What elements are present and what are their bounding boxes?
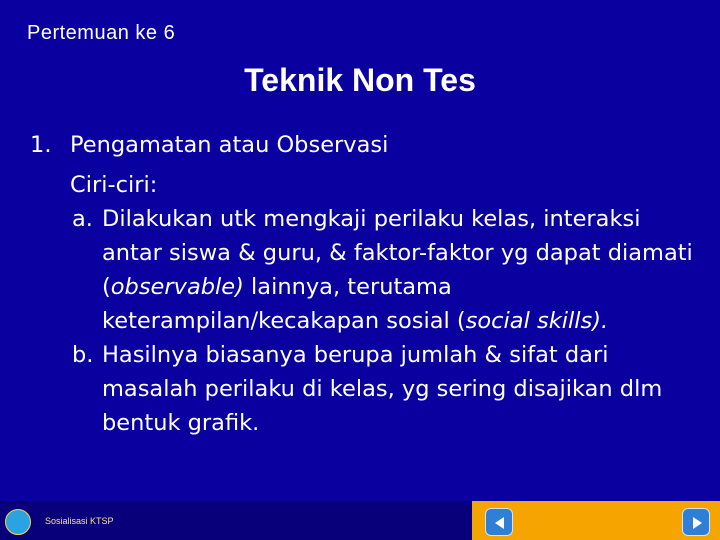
footer-bar <box>0 501 720 540</box>
slide-content <box>30 128 700 440</box>
arrow-left-icon <box>492 515 508 531</box>
sub-heading: Ciri-ciri: <box>70 172 158 198</box>
arrow-right-icon <box>689 515 705 531</box>
next-button[interactable] <box>682 508 710 536</box>
item-list <box>72 202 700 440</box>
item-text-b: Hasilnya biasanya berupa jumlah & sifat dari masalah perilaku di kelas, yg sering disajikan dlm bentuk grafik. <box>102 342 663 436</box>
item-letter-a: a. <box>72 206 93 232</box>
footer-label: Sosialisasi KTSP <box>45 516 114 526</box>
tut-wuri-logo-icon <box>5 509 31 535</box>
point-title: Pengamatan atau Observasi <box>70 132 389 158</box>
item-letter-b: b. <box>72 342 94 368</box>
list-item-b <box>72 338 700 440</box>
meeting-label: Pertemuan ke 6 <box>27 22 176 44</box>
slide-title: Teknik Non Tes <box>244 62 476 98</box>
footer-left <box>0 501 472 540</box>
item-text-a: Dilakukan utk mengkaji perilaku kelas, interaksi antar siswa & guru, & faktor-faktor yg dapat diamati (observable) lainnya, terutama keterampilan/kecakapan sosial (social skills). <box>102 206 693 334</box>
prev-button[interactable] <box>485 508 513 536</box>
list-item-a <box>72 202 700 338</box>
point-1 <box>30 128 700 162</box>
point-number: 1. <box>30 132 52 158</box>
